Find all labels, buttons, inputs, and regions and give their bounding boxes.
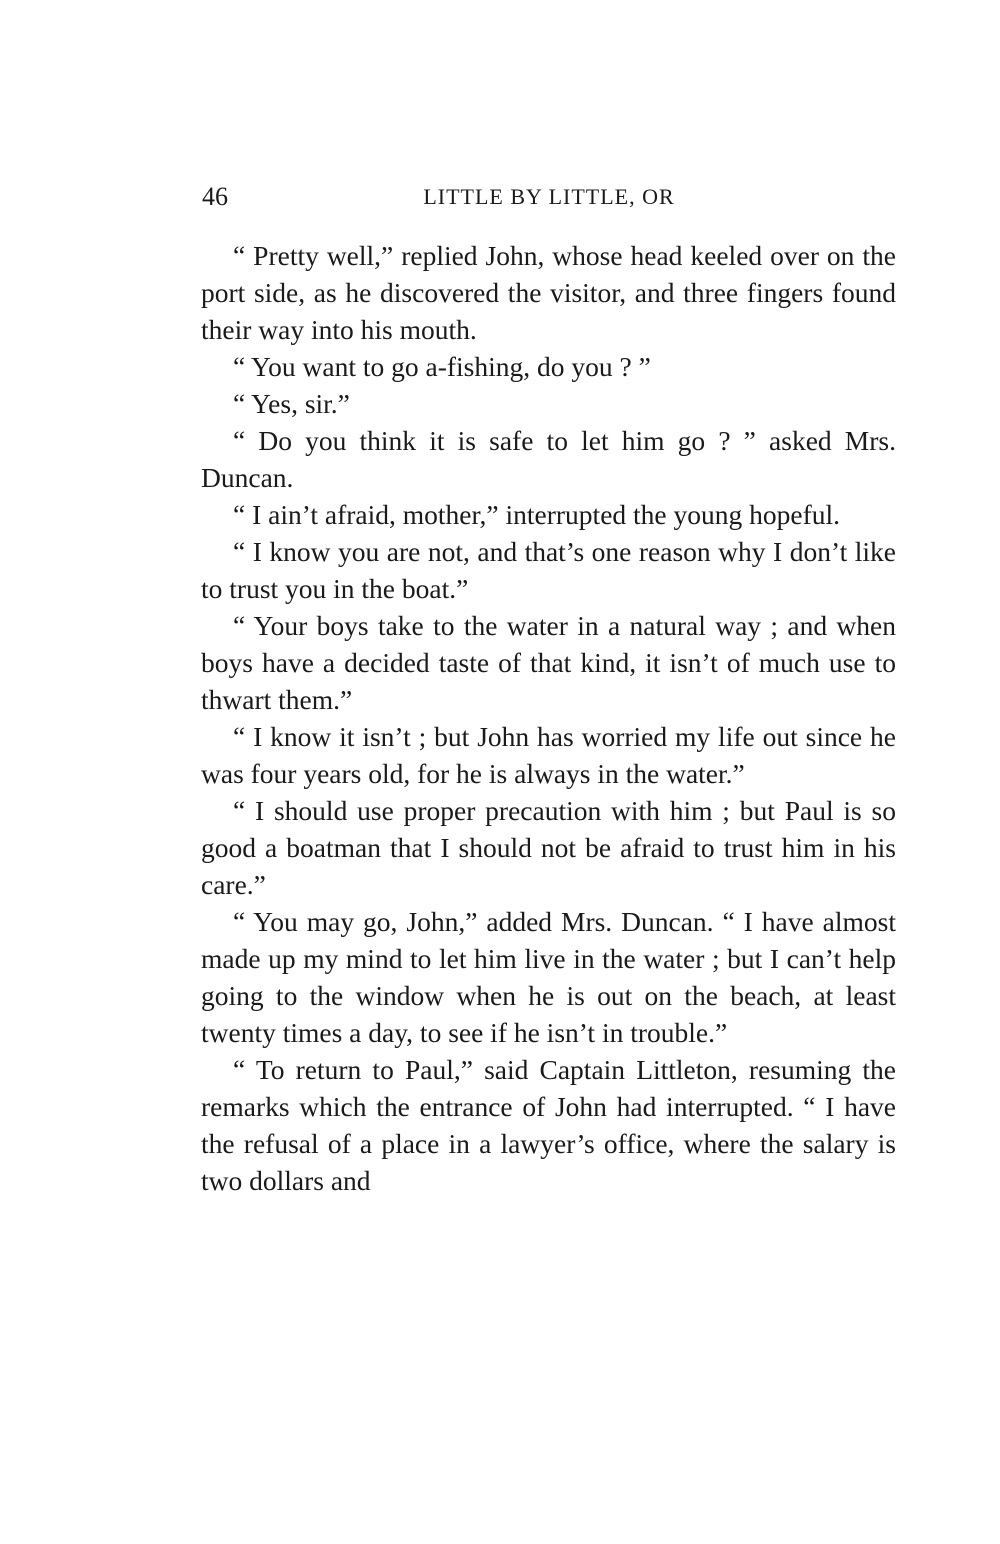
paragraph: “ Do you think it is safe to let him go ? ” asked Mrs. Duncan. (201, 425, 896, 493)
paragraph: “ Your boys take to the water in a natural way ; and when boys have a decided taste of that kind, it isn’t of much use to thwart them.” (201, 610, 896, 715)
paragraph: “ I know you are not, and that’s one reason why I don’t like to trust you in the boat.” (201, 536, 896, 604)
paragraph: “ You may go, John,” added Mrs. Duncan. “ I have almost made up my mind to let him live in the water ; but I can’t help going to the window when he is out on the beach, at least twenty times a day, to see if he isn’t in trouble.” (201, 906, 896, 1048)
paragraph: “ I should use proper precaution with him ; but Paul is so good a boatman that I should not be afraid to trust him in his care.” (201, 795, 896, 900)
print-speck (764, 852, 768, 856)
running-head: LITTLE BY LITTLE, OR (423, 184, 675, 209)
paragraph: “ Yes, sir.” (233, 388, 350, 419)
page-header (202, 182, 896, 218)
body-text (201, 237, 896, 1199)
paragraph: “ I know it isn’t ; but John has worried my life out since he was four years old, for he is always in the water.” (201, 721, 896, 789)
paragraph: “ Pretty well,” replied John, whose head keeled over on the port side, as he discovered the visitor, and three fingers found their way into his mouth. (201, 240, 896, 345)
paragraph: “ I ain’t afraid, mother,” interrupted the young hopeful. (233, 499, 841, 530)
paragraph: “ You want to go a-fishing, do you ? ” (233, 351, 651, 382)
page-number: 46 (202, 182, 228, 211)
paragraph: “ To return to Paul,” said Captain Littleton, resuming the remarks which the entrance of John had interrupted. “ I have the refusal of a place in a lawyer’s office, where the salary is two dollars and (201, 1054, 896, 1196)
